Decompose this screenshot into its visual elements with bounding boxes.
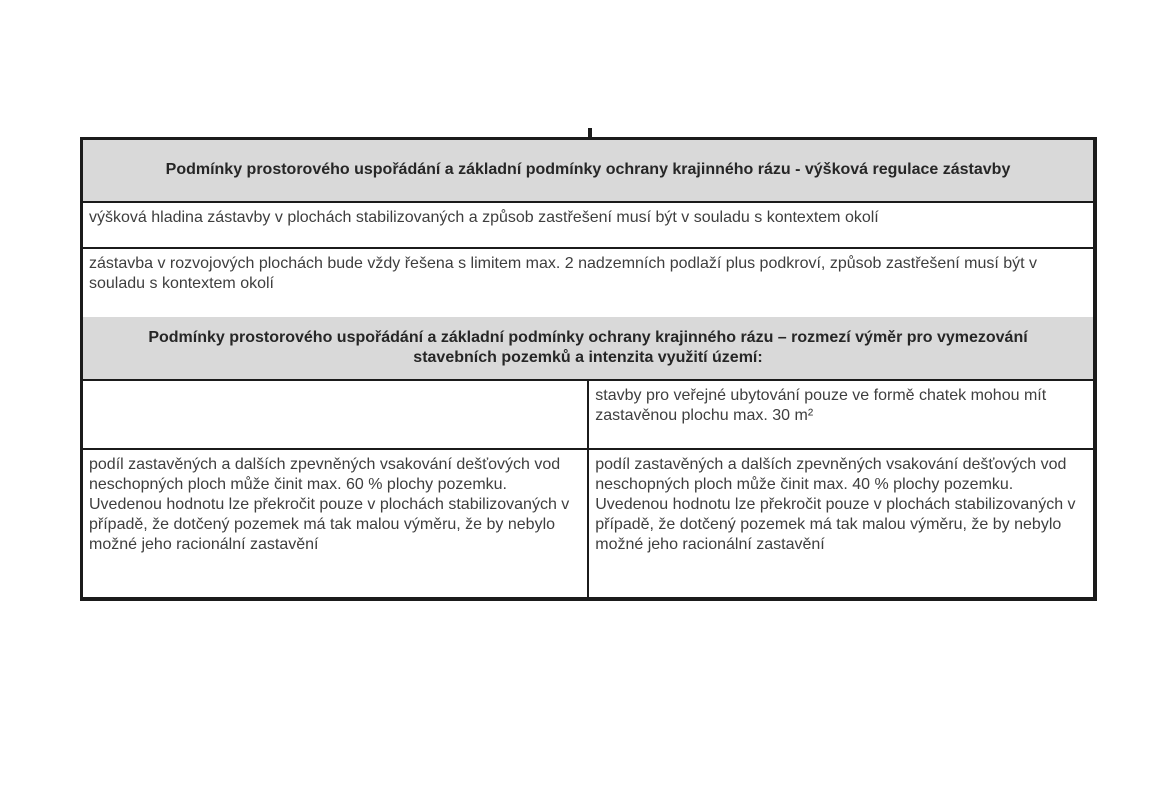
table-row [82,317,1096,380]
cell-podil-40: podíl zastavěných a dalších zpevněných vsakování dešťových vod neschopných ploch může činit max. 40 % plochy pozemku. Uvedenou hodnotu lze překročit pouze v plochách stabilizovaných v případě, že dotčený pozemek má tak malou výměru, že by nebylo možné jeho racionální zastavění [588,449,1095,599]
table-row [82,248,1096,317]
spatial-conditions-table [80,137,1097,601]
table-row [82,139,1096,202]
section-header-rozmezi-vymer: Podmínky prostorového uspořádání a základní podmínky ochrany krajinného rázu – rozmezí výměr pro vymezování stavebních pozemků a intenzita využití území: [82,317,1096,380]
table-row [82,449,1096,599]
table-row [82,202,1096,248]
cell-zastavba-rozvojove: zástavba v rozvojových plochách bude vždy řešena s limitem max. 2 nadzemních podlaží plus podkroví, způsob zastřešení musí být v souladu s kontextem okolí [82,248,1096,317]
cell-podil-60: podíl zastavěných a dalších zpevněných vsakování dešťových vod neschopných ploch může činit max. 60 % plochy pozemku. Uvedenou hodnotu lze překročit pouze v plochách stabilizovaných v případě, že dotčený pozemek má tak malou výměru, že by nebylo možné jeho racionální zastavění [82,449,589,599]
cell-chatky-right: stavby pro veřejné ubytování pouze ve formě chatek mohou mít zastavěnou plochu max. 30 m² [588,380,1095,449]
section-header-vyskova-regulace: Podmínky prostorového uspořádání a základní podmínky ochrany krajinného rázu - výšková regulace zástavby [82,139,1096,202]
cell-vyskova-hladina: výšková hladina zástavby v plochách stabilizovaných a způsob zastřešení musí být v souladu s kontextem okolí [82,202,1096,248]
cell-chatky-left-empty [82,380,589,449]
table-row [82,380,1096,449]
